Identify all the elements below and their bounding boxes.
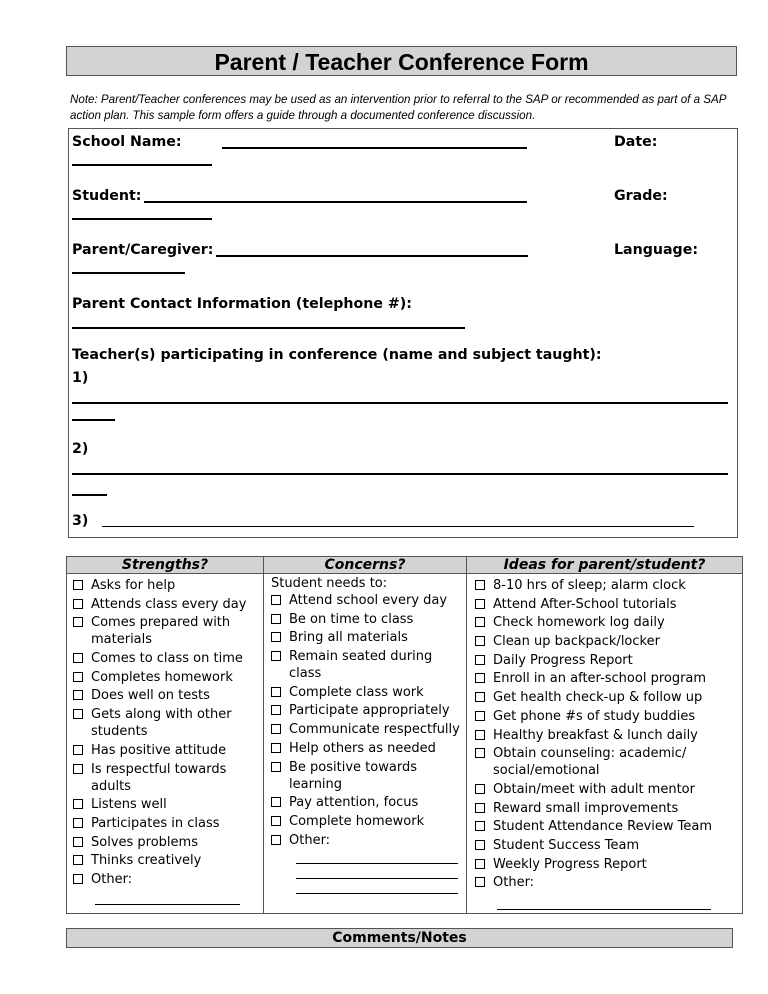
checkbox-icon[interactable] (271, 705, 281, 715)
teachers-label: Teacher(s) participating in conference (name and subject taught): (72, 347, 602, 363)
checkbox-icon[interactable] (271, 835, 281, 845)
ideas-other-line[interactable] (497, 909, 711, 910)
checkbox-icon[interactable] (475, 711, 485, 721)
school-name-field[interactable] (222, 147, 527, 149)
grade-label: Grade: (614, 188, 668, 204)
checkbox-icon[interactable] (475, 748, 485, 758)
ideas-item-label: Reward small improvements (493, 800, 679, 816)
strengths-item-label: Asks for help (91, 578, 176, 593)
ideas-item[interactable] (475, 874, 739, 891)
checkbox-icon[interactable] (73, 599, 83, 609)
checkbox-icon[interactable] (73, 837, 83, 847)
teacher-2-field[interactable] (72, 473, 728, 475)
checkbox-icon[interactable] (271, 797, 281, 807)
ideas-item-label: 8-10 hrs of sleep; alarm clock (493, 578, 686, 593)
checkbox-icon[interactable] (475, 877, 485, 887)
concerns-item[interactable] (271, 648, 463, 682)
student-field[interactable] (144, 201, 527, 203)
checkbox-icon[interactable] (271, 651, 281, 661)
concerns-item[interactable] (271, 813, 463, 830)
teacher-2-label: 2) (72, 441, 89, 457)
ideas-item-label: Clean up backpack/locker (493, 634, 660, 650)
concerns-item[interactable] (271, 832, 463, 849)
checkbox-icon[interactable] (73, 580, 83, 590)
checkbox-icon[interactable] (475, 840, 485, 850)
checkbox-icon[interactable] (475, 730, 485, 740)
strengths-item[interactable] (73, 742, 263, 759)
ideas-item-label: Get health check-up & follow up (493, 690, 703, 706)
checkbox-icon[interactable] (475, 599, 485, 609)
ideas-item[interactable] (475, 596, 739, 613)
strengths-item[interactable] (73, 871, 263, 888)
ideas-item[interactable] (475, 800, 739, 817)
concerns-item[interactable] (271, 740, 463, 757)
ideas-item-label: Check homework log daily (493, 615, 665, 631)
form-title: Parent / Teacher Conference Form (66, 46, 737, 76)
concerns-item[interactable] (271, 611, 463, 628)
checkbox-icon[interactable] (271, 614, 281, 624)
strengths-item-label: Attends class every day (91, 596, 247, 612)
strengths-item[interactable] (73, 834, 263, 851)
concerns-item-label: Complete class work (289, 684, 424, 700)
strengths-item-label: Comes to class on time (91, 651, 243, 667)
checkbox-icon[interactable] (271, 687, 281, 697)
strengths-item[interactable] (73, 852, 263, 869)
concerns-item[interactable] (271, 592, 463, 609)
concerns-other-line-2[interactable] (296, 878, 458, 879)
concerns-header: Concerns? (263, 556, 467, 574)
ideas-item[interactable] (475, 856, 739, 873)
strengths-item-label: Participates in class (91, 815, 220, 831)
ideas-item[interactable] (475, 652, 739, 669)
ideas-item-label: Student Success Team (493, 837, 640, 853)
ideas-item-label: Attend After-School tutorials (493, 596, 677, 612)
checkbox-icon[interactable] (73, 653, 83, 663)
teacher-1-field[interactable] (72, 402, 728, 404)
parent-field[interactable] (216, 255, 528, 257)
concerns-item[interactable] (271, 629, 463, 646)
checkbox-icon[interactable] (73, 799, 83, 809)
checkbox-icon[interactable] (271, 595, 281, 605)
concerns-intro: Student needs to: (271, 576, 388, 591)
ideas-item[interactable] (475, 818, 739, 835)
concerns-item[interactable] (271, 794, 463, 811)
date-label: Date: (614, 134, 658, 150)
concerns-item[interactable] (271, 721, 463, 738)
ideas-item-label: Obtain/meet with adult mentor (493, 781, 695, 797)
strengths-item-label: Gets along with other students (91, 707, 232, 740)
ideas-item[interactable] (475, 781, 739, 798)
strengths-item-label: Solves problems (91, 834, 198, 850)
strengths-item[interactable] (73, 761, 263, 795)
concerns-item-label: Help others as needed (289, 740, 436, 756)
language-label: Language: (614, 242, 698, 258)
ideas-list (475, 577, 739, 910)
ideas-item[interactable] (475, 727, 739, 744)
strengths-item[interactable] (73, 706, 263, 740)
checkbox-icon[interactable] (271, 632, 281, 642)
checkbox-icon[interactable] (271, 762, 281, 772)
ideas-item[interactable] (475, 614, 739, 631)
strengths-item-label: Does well on tests (91, 688, 210, 704)
checkbox-icon[interactable] (475, 859, 485, 869)
checkbox-icon[interactable] (73, 764, 83, 774)
ideas-item[interactable] (475, 708, 739, 725)
ideas-item[interactable] (475, 745, 739, 779)
strengths-item[interactable] (73, 687, 263, 704)
ideas-item-label: Weekly Progress Report (493, 856, 647, 872)
concerns-item[interactable] (271, 759, 463, 793)
comments-header: Comments/Notes (66, 928, 733, 948)
checkbox-icon[interactable] (475, 692, 485, 702)
checkbox-icon[interactable] (73, 690, 83, 700)
student-label: Student: (72, 188, 142, 204)
checkbox-icon[interactable] (73, 855, 83, 865)
strengths-item-label: Is respectful towards adults (91, 761, 227, 794)
ideas-item[interactable] (475, 670, 739, 687)
checkbox-icon[interactable] (73, 874, 83, 884)
checkbox-icon[interactable] (271, 743, 281, 753)
concerns-item[interactable] (271, 684, 463, 701)
ideas-item-label: Other: (493, 875, 535, 891)
strengths-item-label: Other: (91, 871, 133, 887)
checkbox-icon[interactable] (475, 580, 485, 590)
concerns-other-line-1[interactable] (296, 863, 458, 864)
ideas-item-label: Daily Progress Report (493, 652, 633, 668)
strengths-item-label: Listens well (91, 797, 167, 813)
checkbox-icon[interactable] (475, 617, 485, 627)
strengths-item[interactable] (73, 796, 263, 813)
concerns-item-label: Be positive towards learning (289, 759, 417, 792)
checkbox-icon[interactable] (475, 673, 485, 683)
ideas-item-label: Healthy breakfast & lunch daily (493, 727, 698, 743)
checkbox-icon[interactable] (73, 818, 83, 828)
ideas-header: Ideas for parent/student? (466, 556, 743, 574)
parent-label: Parent/Caregiver: (72, 242, 214, 258)
teacher-1-label: 1) (72, 370, 89, 386)
checkbox-icon[interactable] (73, 617, 83, 627)
concerns-item-label: Other: (289, 832, 331, 848)
concerns-item-label: Remain seated during class (289, 649, 433, 682)
date-field[interactable] (72, 164, 212, 166)
concerns-item-label: Complete homework (289, 813, 425, 829)
checkbox-icon[interactable] (271, 724, 281, 734)
concerns-item[interactable] (271, 702, 463, 719)
strengths-item[interactable] (73, 669, 263, 686)
contact-field[interactable] (72, 327, 465, 329)
strengths-item-label: Comes prepared with materials (91, 615, 231, 648)
strengths-list (73, 577, 263, 905)
strengths-item-label: Has positive attitude (91, 742, 227, 758)
strengths-item[interactable] (73, 596, 263, 613)
school-name-label: School Name: (72, 134, 182, 150)
form-note: Note: Parent/Teacher conferences may be used as an intervention prior to referral to the SAP or recommended as part of a SAP action plan. This sample form offers a guide through a documented conference discussion. (70, 93, 727, 122)
concerns-item-label: Communicate respectfully (289, 722, 460, 738)
strengths-item-label: Completes homework (91, 669, 233, 685)
teacher-3-field[interactable] (102, 526, 694, 527)
concerns-item-label: Bring all materials (289, 630, 408, 646)
teacher-3-label: 3) (72, 513, 89, 529)
ideas-item[interactable] (475, 577, 739, 594)
ideas-item-label: Enroll in an after-school program (493, 671, 707, 687)
teacher-2-field-cont (72, 494, 107, 496)
ideas-item[interactable] (475, 689, 739, 706)
concerns-item-label: Pay attention, focus (289, 795, 419, 811)
concerns-item-label: Attend school every day (289, 593, 448, 608)
ideas-item[interactable] (475, 837, 739, 854)
checkbox-icon[interactable] (475, 636, 485, 646)
strengths-item-label: Thinks creatively (91, 853, 202, 869)
checkbox-icon[interactable] (475, 803, 485, 813)
concerns-item-label: Participate appropriately (289, 703, 450, 719)
strengths-item[interactable] (73, 815, 263, 832)
strengths-header: Strengths? (66, 556, 264, 574)
checkbox-icon[interactable] (475, 784, 485, 794)
checkbox-icon[interactable] (73, 672, 83, 682)
strengths-item[interactable] (73, 650, 263, 667)
concerns-list (271, 575, 463, 894)
checkbox-icon[interactable] (475, 821, 485, 831)
checkbox-icon[interactable] (73, 709, 83, 719)
ideas-item-label: Student Attendance Review Team (493, 819, 713, 835)
checkbox-icon[interactable] (271, 816, 281, 826)
strengths-other-line[interactable] (95, 904, 240, 905)
teacher-1-field-cont (72, 419, 115, 421)
ideas-item[interactable] (475, 633, 739, 650)
ideas-item-label: Obtain counseling: academic/ social/emotional (493, 746, 687, 779)
concerns-other-line-3[interactable] (296, 893, 458, 894)
checkbox-icon[interactable] (475, 655, 485, 665)
concerns-item-label: Be on time to class (289, 611, 414, 627)
contact-label: Parent Contact Information (telephone #): (72, 296, 412, 312)
grade-field[interactable] (72, 218, 212, 220)
language-field[interactable] (72, 272, 185, 274)
ideas-item-label: Get phone #s of study buddies (493, 708, 696, 724)
strengths-item[interactable] (73, 614, 263, 648)
checkbox-icon[interactable] (73, 745, 83, 755)
strengths-item[interactable] (73, 577, 263, 594)
